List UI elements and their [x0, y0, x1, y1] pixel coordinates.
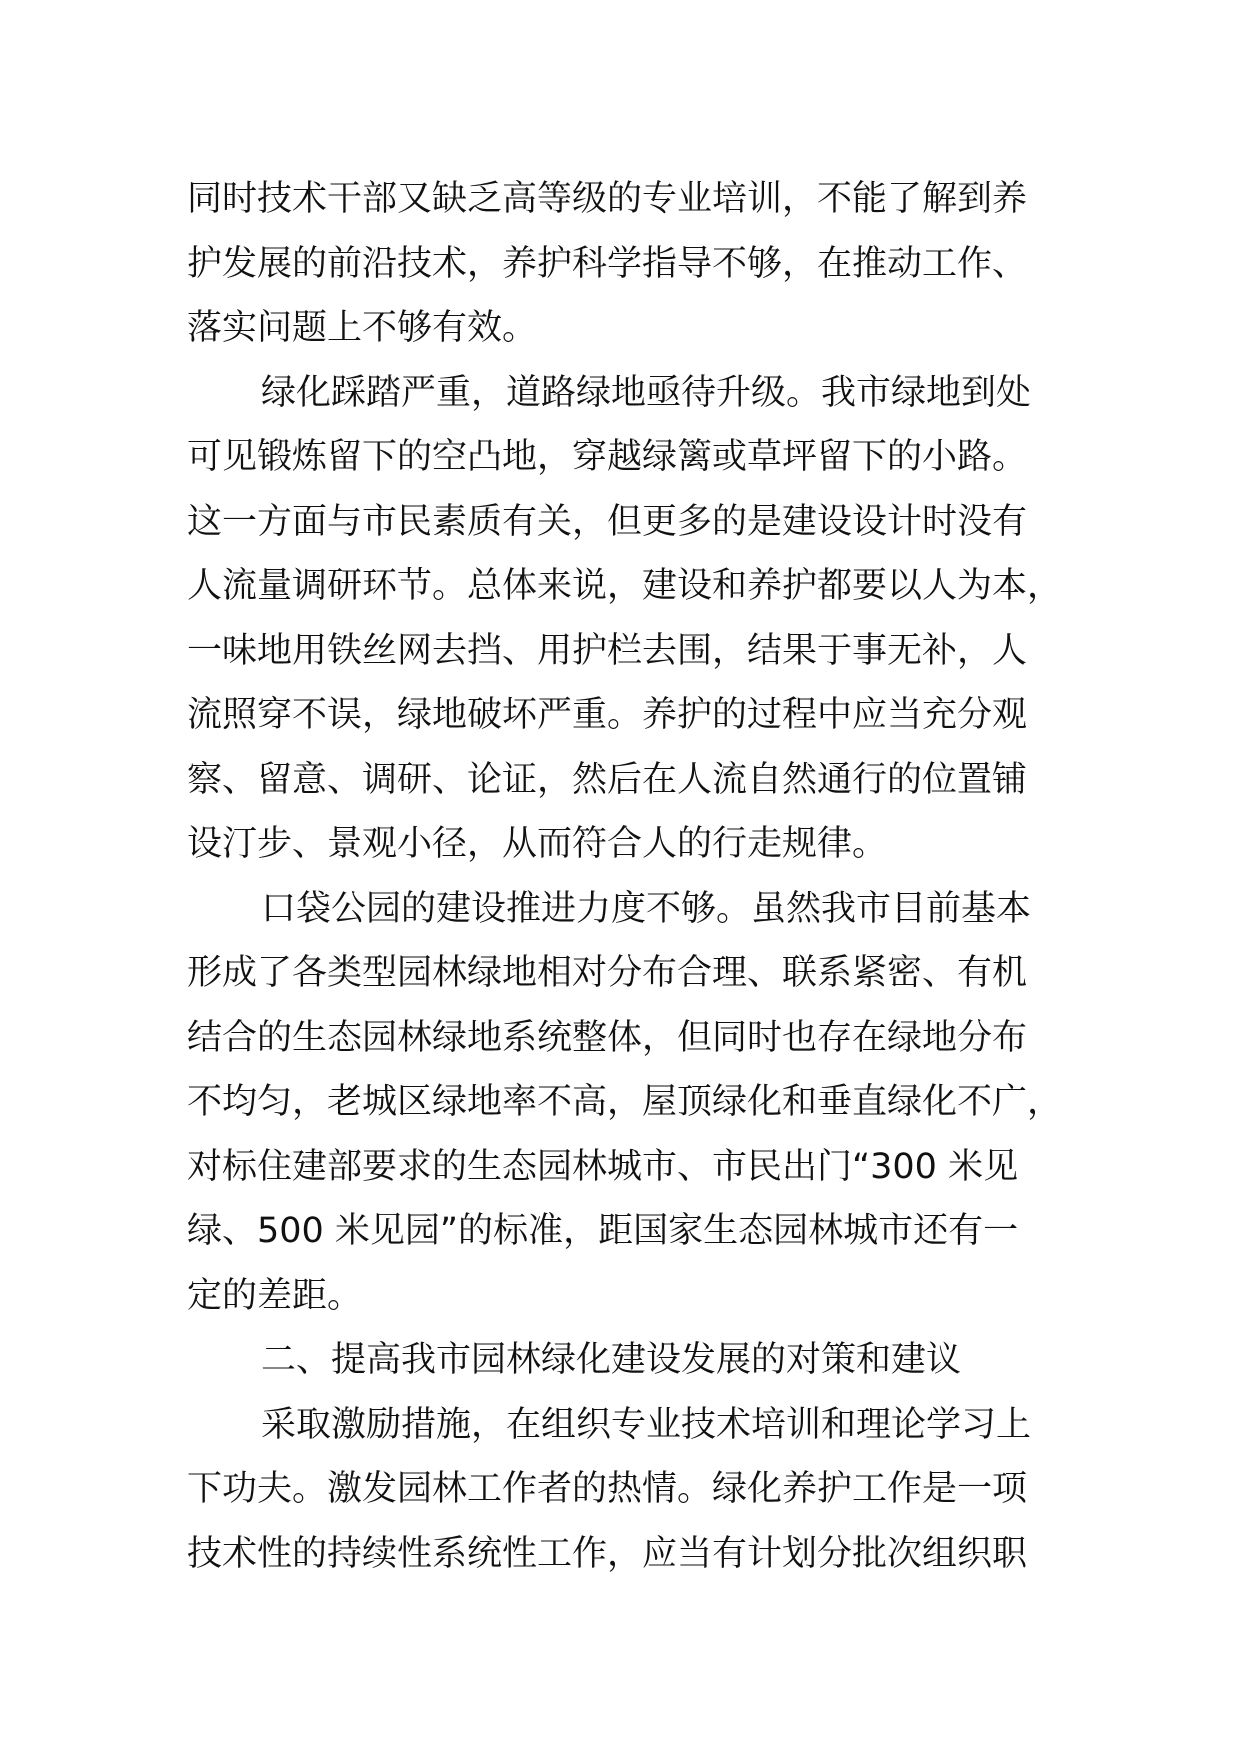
text-line: 设汀步、景观小径，从而符合人的行走规律。	[187, 824, 888, 864]
text-line: 下功夫。激发园林工作者的热情。绿化养护工作是一项	[187, 1469, 1028, 1509]
text-line: 可见锻炼留下的空凸地，穿越绿篱或草坪留下的小路。	[187, 437, 1028, 477]
text-line: 技术性的持续性系统性工作，应当有计划分批次组织职	[187, 1533, 1028, 1574]
text-line: 形成了各类型园林绿地相对分布合理、联系紧密、有机	[187, 953, 1028, 993]
paragraph-first-line: 口袋公园的建设推进力度不够。虽然我市目前基本	[261, 888, 1032, 929]
text-line: 这一方面与市民素质有关，但更多的是建设设计时没有	[187, 501, 1028, 542]
text-line: 察、留意、调研、论证，然后在人流自然通行的位置铺	[187, 759, 1028, 800]
paragraph-first-line: 采取激励措施，在组织专业技术培训和理论学习上	[261, 1404, 1032, 1445]
text-line: 一味地用铁丝网去挡、用护栏去围，结果于事无补，人	[187, 630, 1028, 671]
text-line: 人流量调研环节。总体来说，建设和养护都要以人为本，	[187, 566, 1063, 606]
text-line: 不均匀，老城区绿地率不高，屋顶绿化和垂直绿化不广，	[187, 1082, 1063, 1122]
paragraph-first-line: 绿化踩踏严重，道路绿地亟待升级。我市绿地到处	[261, 372, 1032, 413]
text-line: 定的差距。	[187, 1275, 363, 1316]
text-line: 同时技术干部又缺乏高等级的专业培训，不能了解到养	[187, 179, 1028, 219]
text-line: 绿、500 米见园”的标准，距国家生态园林城市还有一	[187, 1211, 1019, 1251]
text-line: 流照穿不误，绿地破坏严重。养护的过程中应当充分观	[187, 695, 1028, 735]
document-body	[187, 167, 1087, 1586]
text-line: 结合的生态园林绿地系统整体，但同时也存在绿地分布	[187, 1017, 1028, 1058]
text-line: 对标住建部要求的生态园林城市、市民出门“300 米见	[187, 1146, 1019, 1187]
text-line: 落实问题上不够有效。	[187, 308, 538, 348]
text-line: 护发展的前沿技术，养护科学指导不够，在推动工作、	[187, 243, 1028, 284]
section-heading: 二、提高我市园林绿化建设发展的对策和建议	[261, 1340, 962, 1380]
